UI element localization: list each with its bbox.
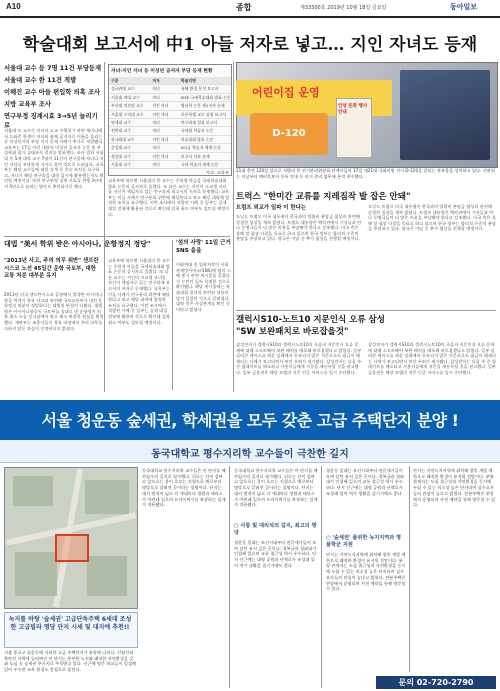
photo-caption: 21대 총선 120일 앞으로 지방의 한 선거관리위원회 관계자들이 17일 제21대 국회의원 선거 D-120을 알리는 홍보물을 설치하고 있다. 선관위는 이날부터 예비후보자 등록 안내 등 선거 준비 업무에 본격 착수했다. xyxy=(236,168,495,179)
table-row xyxy=(109,102,231,110)
map-caption: 녹지를 바탕 '숲세권' 고급단독주택 6세대 조성한 고급빌라 명당 단지 시세 및 대지에 추천!! xyxy=(8,616,132,631)
table-cell: 서울대 의대 교수 xyxy=(111,94,140,100)
ad-body: 단지는 자연녹지지역에 위치해 향후 개발 제한으로 쾌적한 환경이 유지될 전망이다. 분양 관계자는 도심 접근성과 자연환경을 동시에 누릴 수 있는 희소성 높은 단지라며 실수요자들의 관심이 높다고 밝혔다. 견본주택은 현장에서 운영되며 사전 예약을 통해 방문할 수 있다. xyxy=(326,552,406,592)
table-cell: 연구과제 결과 보고서 xyxy=(180,120,218,126)
page-number: A10 xyxy=(6,2,21,11)
table-cell: 부산대 의전원 교수 xyxy=(111,103,144,109)
table-cell: 성균관대 교수 xyxy=(111,86,135,92)
article-headline: '섬의 사랑' 11일 근거 SNS 을올 xyxy=(176,240,231,254)
table-cell: 전북대 교수 xyxy=(111,128,132,134)
table-cell: IEEE 국제학술대회 발표 논문 xyxy=(180,94,231,100)
table-cell: 서울대 수의대 교수 xyxy=(111,111,144,117)
table-cell: 초등학생 교구 실험 보고서 xyxy=(180,111,226,117)
article-body: 삼성전자가 갤럭시S10과 갤럭시노트10의 초음파 지문인식 오류 문제에 대해 소프트웨어 보완 패치를 배포해 바로잡겠다고 밝혔다. 일부 실리콘 케이스를 씌운 상태에서 등록되지 않은 지문으로도 잠금이 해제되는 사례가 보고되면서 보안 우려가 제기됐다. 삼성전자는 다음 주 중 업데이트를 배포하고 사용자들에게 지문을 재등록할 것을 권고했다. 일부 금융권은 해당 모델의 지문 인증 서비스를 일시 중단했다. xyxy=(236,342,362,375)
table-cell: 국내 학술지 게재 논문 xyxy=(180,162,219,168)
photo-person xyxy=(400,70,490,160)
ad-section-title: ○ '숲세권' 품위한 녹지지역과 명품학군 지원 xyxy=(326,535,402,548)
table-source: 자료: 교육부 xyxy=(206,170,229,176)
article-subhead: 지방 교육부 조사 xyxy=(4,101,51,108)
table-row xyxy=(109,111,231,119)
main-headline: 학술대회 보고서에 中1 아들 저자로 넣고… 지인 자녀도 등재 xyxy=(22,35,478,55)
article-subhead: 연구부정 징계시효 3→5년 늘리기로 xyxy=(4,113,98,129)
table-cell: 연세대 교수 xyxy=(111,120,132,126)
article-body: 교육부에 따르면 서울대의 한 교수는 중학생 아들을 국제학술대회 발표 논문의 공저자로 올렸다. 또 다른 교수는 지인의 고교생 자녀를 자신이 책임자로 있는 연구과제 보고서의 저자로 등재했다. 교육부는 이들 사례가 연구윤리 위반에 해당한다고 보고 해당 대학에 엄정한 조치를 요구했다. 이번 조사에서 적발된 사례 중 일부는 실제 대입 전형에 활용된 것으로 확인돼 입학 취소 여부도 검토될 예정이다. xyxy=(108,258,170,325)
article-headline: 대법 "美서 학위 받은 아시아나, 운항정지 정당" xyxy=(4,240,151,248)
table-row xyxy=(109,119,231,127)
photo-poster-text: 안녕 문화 행사 안내 xyxy=(338,104,368,115)
table-cell: 지인 자녀 xyxy=(152,103,169,109)
table-cell: 자녀 xyxy=(152,145,160,151)
ad-body: 단지는 자연녹지지역에 위치해 향후 개발 제한으로 쾌적한 환경이 유지될 전망이다. 분양 관계자는 도심 접근성과 자연환경을 동시에 누릴 수 있는 희소성 높은 단지라며 실수요자들의 관심이 높다고 밝혔다. 견본주택은 현장에서 운영되며 사전 예약을 통해 방문할 수 있다. xyxy=(413,468,496,508)
table-cell: 서울대 교수 xyxy=(111,162,132,168)
table-row xyxy=(109,127,231,135)
ad-map xyxy=(4,467,138,609)
table-header-cell: 저자 xyxy=(152,78,160,83)
table-row xyxy=(109,85,231,93)
column-divider xyxy=(172,240,173,390)
ad-body: 동국대학교 풍수지리학 교수들은 이 단지를 배산임수의 길지로 평가했다. 뒤로는 산이 감싸고 앞으로는 물이 흐르는 지형으로 예로부터 명당으로 알려진 곳이라는 설명이다. 단지는 대지 면적이 넓고 각 세대마다 정원과 테라스가 마련돼 있으며 프라이버시를 보장하는 설계가 적용됐다. xyxy=(234,468,318,508)
map-block xyxy=(87,556,127,596)
article-subhead: "2013년 사고, 주의 의무 위반" 샌프란시스코 노선 45일간 운항 국토부, 대한 교통 처분 대부분 유지 xyxy=(4,258,99,279)
photo-banner-text: 어린이집 운영 xyxy=(252,86,320,99)
ad-section-title: ○ 사통 및 대리석의 길지, 최고의 명당 xyxy=(234,523,317,536)
table-cell: 자녀 xyxy=(152,120,160,126)
table-cell: 자녀 xyxy=(152,86,160,92)
map-site-marker xyxy=(55,534,89,562)
newspaper-logo: 동아일보 xyxy=(450,3,478,11)
table-header-row xyxy=(109,77,231,85)
table-row xyxy=(109,136,231,144)
column-divider xyxy=(409,466,410,672)
table-cell: 자녀 xyxy=(152,162,160,168)
article-headline: 트럭스 "한미간 교류를 지레짐작 발 잡은 안돼" xyxy=(236,192,411,202)
table-row xyxy=(109,161,231,169)
table-cell: 유해 환경 분석 보고서 xyxy=(180,86,219,92)
column-divider xyxy=(104,62,105,392)
article-body: 2013년 미국 샌프란시스코 공항에서 발생한 아시아나항공 여객기 착륙 사고와 관련해 국토교통부가 내린 운항정지 처분이 정당하다는 대법원 판결이 나왔다. 대법원은 아시아나항공이 국토부를 상대로 낸 운항정지 처분 취소 소송 상고심에서 원고 패소 판결한 원심을 확정했다. 재판부는 조종사들이 착륙 과정에서 주의 의무를 다하지 않은 과실이 인정된다고 밝혔다. xyxy=(4,292,104,331)
photo-sign: D-120 xyxy=(250,113,328,155)
table-cell: 지인 자녀 xyxy=(152,136,169,142)
article-body: 교육부에 따르면 서울대의 한 교수는 중학생 아들을 국제학술대회 발표 논문의 공저자로 올렸다. 또 다른 교수는 지인의 고교생 자녀를 자신이 책임자로 있는 연구과제 보고서의 저자로 등재했다. 교육부는 이들 사례가 연구윤리 위반에 해당한다고 보고 해당 대학에 엄정한 조치를 요구했다. 이번 조사에서 적발된 사례 중 일부는 실제 대입 전형에 활용된 것으로 확인돼 입학 취소 여부도 검토될 예정이다. xyxy=(108,178,230,217)
article-body: 삼성전자가 갤럭시S10과 갤럭시노트10의 초음파 지문인식 오류 문제에 대해 소프트웨어 보완 패치를 배포해 바로잡겠다고 밝혔다. 일부 실리콘 케이스를 씌운 상태에서 등록되지 않은 지문으로도 잠금이 해제되는 사례가 보고되면서 보안 우려가 제기됐다. 삼성전자는 다음 주 중 업데이트를 배포하고 사용자들에게 지문을 재등록할 것을 권고했다. 일부 금융권은 해당 모델의 지문 인증 서비스를 일시 중단했다. xyxy=(368,342,496,375)
column-divider xyxy=(229,466,230,688)
table-row xyxy=(109,144,231,152)
table-cell: 보고서 저자 등재 xyxy=(180,153,210,159)
table-cell: 병리학 논문 제1저자 등재 xyxy=(180,103,225,109)
table-cell: 경상대 교수 xyxy=(111,153,132,159)
section-label: 종합 xyxy=(236,3,252,12)
table-cell: 지인 자녀 xyxy=(152,111,169,117)
ad-contact: 문의 02-720-2790 xyxy=(376,676,496,689)
data-table xyxy=(108,64,232,176)
article-body: 이화여대 전 입학처장이 사회관계망서비스(SNS)에 딸의 스펙 쌓기 관련 게시물을 올렸다가 논란이 일자 삭제한 것으로 확인됐다. 해당 게시물에는 학술대회 참석과 관련된 내용이 담겨 있었던 것으로 알려졌다. 대학 측은 사실관계를 확인 중이라고 밝혔다. xyxy=(176,262,231,312)
issue-date: 제33500호 2019년 10월 18일 금요일 xyxy=(300,5,387,11)
table-cell: 자녀 xyxy=(152,128,160,134)
ad-subheadline: 동국대학교 평수지리학 교수들이 극찬한 길지 xyxy=(151,449,349,460)
map-block xyxy=(15,552,57,596)
ad-body: 서울 종로구 청운동에 자리한 고급 주택단지가 분양에 나선다. 인왕산과 북악산 자락에 둘러싸인 이 단지는 풍부한 녹지와 쾌적한 자연환경을 갖춰 도심 속 숲세권 주거지로 주목받고 있다. 인근에 명문 학교들이 밀집해 있어 우수한 교육 환경도 장점으로 꼽힌다. xyxy=(4,650,136,673)
ad-headline: 서울 청운동 숲세권, 학세권을 모두 갖춘 고급 주택단지 분양 ! xyxy=(41,411,459,430)
section-divider xyxy=(4,236,230,237)
table-row xyxy=(109,94,231,102)
table-cell: 국내외 학술지 논문 xyxy=(180,128,214,134)
column-divider xyxy=(233,62,234,392)
ad-body: 동국대학교 풍수지리학 교수들은 이 단지를 배산임수의 길지로 평가했다. 뒤로는 산이 감싸고 앞으로는 물이 흐르는 지형으로 예로부터 명당으로 알려진 곳이라는 설명이다. 단지는 대지 면적이 넓고 각 세대마다 정원과 테라스가 마련돼 있으며 프라이버시를 보장하는 설계가 적용됐다. xyxy=(142,468,226,508)
map-block xyxy=(85,480,129,514)
table-cell: 한국외대 교수 xyxy=(111,136,135,142)
table-cell: SCI급 학술지 게재 논문 xyxy=(180,145,221,151)
table-header-cell: 학술지명 xyxy=(180,78,196,83)
table-row xyxy=(109,153,231,161)
article-subhead: 서울대 교수 한 11건 적발 xyxy=(4,77,77,84)
article-body: 도널드 트럼프 미국 대통령이 한국과의 방위비 분담금 협상과 관련해 강경한 입장을 재차 밝혔다. 트럼프 대통령은 백악관에서 기자들과 만나 동맹국들이 더 많은 비용을 부담해야 한다고 강조했다. 미국 측은 올해 말 협상 타결을 목표로 하고 있으며 한국 정부는 합리적 수준의 분담을 주장하고 있다. 양국은 이달 중 추가 협상을 진행할 예정이다. xyxy=(368,204,496,232)
table-cell: 학술대회 발표 논문 xyxy=(180,136,214,142)
table-header-cell: 구분 xyxy=(111,78,119,83)
table-title: 자녀·지인 자녀 등 미성년 공저자 부당 등재 현황 xyxy=(111,69,213,74)
article-body: 도널드 트럼프 미국 대통령이 한국과의 방위비 분담금 협상과 관련해 강경한 입장을 재차 밝혔다. 트럼프 대통령은 백악관에서 기자들과 만나 동맹국들이 더 많은 비용을 부담해야 한다고 강조했다. 미국 측은 올해 말 협상 타결을 목표로 하고 있으며 한국 정부는 합리적 수준의 분담을 주장하고 있다. 양국은 이달 중 추가 협상을 진행할 예정이다. xyxy=(236,214,362,242)
map-block xyxy=(13,476,53,506)
article-subhead: 트럼프 외교가 일파 이 한다는 xyxy=(236,205,306,211)
section-divider xyxy=(236,310,496,311)
article-headline: 갤럭시S10-노트10 지문인식 오류 삼성 "SW 보완패치로 바로잡을것" xyxy=(236,315,385,337)
ad-body: 청운동 일대는 조선시대부터 권문세가들이 모여 살던 유서 깊은 곳이다. 경복궁과 청와대가 인접해 있으며 교통 접근성 역시 우수하다. 단지 인근에는 대형 공원과 산책로가 조성돼 있어 여가 생활을 즐기기에도 좋다. xyxy=(326,468,405,496)
article-subhead: 이해진 교수 아들 편입학 의혹 조사 xyxy=(4,89,101,96)
column-divider xyxy=(321,466,322,688)
table-cell: 자녀 xyxy=(152,94,160,100)
ad-body: 청운동 일대는 조선시대부터 권문세가들이 모여 살던 유서 깊은 곳이다. 경복궁과 청와대가 인접해 있으며 교통 접근성 역시 우수하다. 단지 인근에는 대형 공원과 산책로가 조성돼 있어 여가 생활을 즐기기에도 좋다. xyxy=(234,540,317,568)
table-cell: 중앙대 교수 xyxy=(111,145,132,151)
article-body: 서울대 모 교수가 자녀의 고교 수행평가 관련 세미나에서 도와준 학생이 자녀와 함께 공저자로 이름을 올리는 등 미성년자의 부당 저자 등재 사례가 추가로 적발됐다. 교육부는 17일 이런 내용의 미성년 공저자 논문 및 부실학회 참가 실태조사 결과를 발표했다. 조사 결과 서울대 등 5개 대학 교수 7명이 11건의 연구물에 자녀나 지인 자녀를 부당하게 저자로 올린 것으로 드러났다. 교육부는 해당 교수들에 대한 징계 등 후속 조치를 요구하고, 자녀가 해당 연구물을 대학 입시에 활용했는지도 확인할 예정이다. 또한 연구부정 징계 시효를 현행 3년에서 5년으로 늘리는 방안도 추진하기로 했다. xyxy=(4,128,104,189)
table-cell: 지인 자녀 xyxy=(152,153,169,159)
article-subhead: 서울대 교수 등 7명 11건 부당등재 xyxy=(4,65,102,72)
